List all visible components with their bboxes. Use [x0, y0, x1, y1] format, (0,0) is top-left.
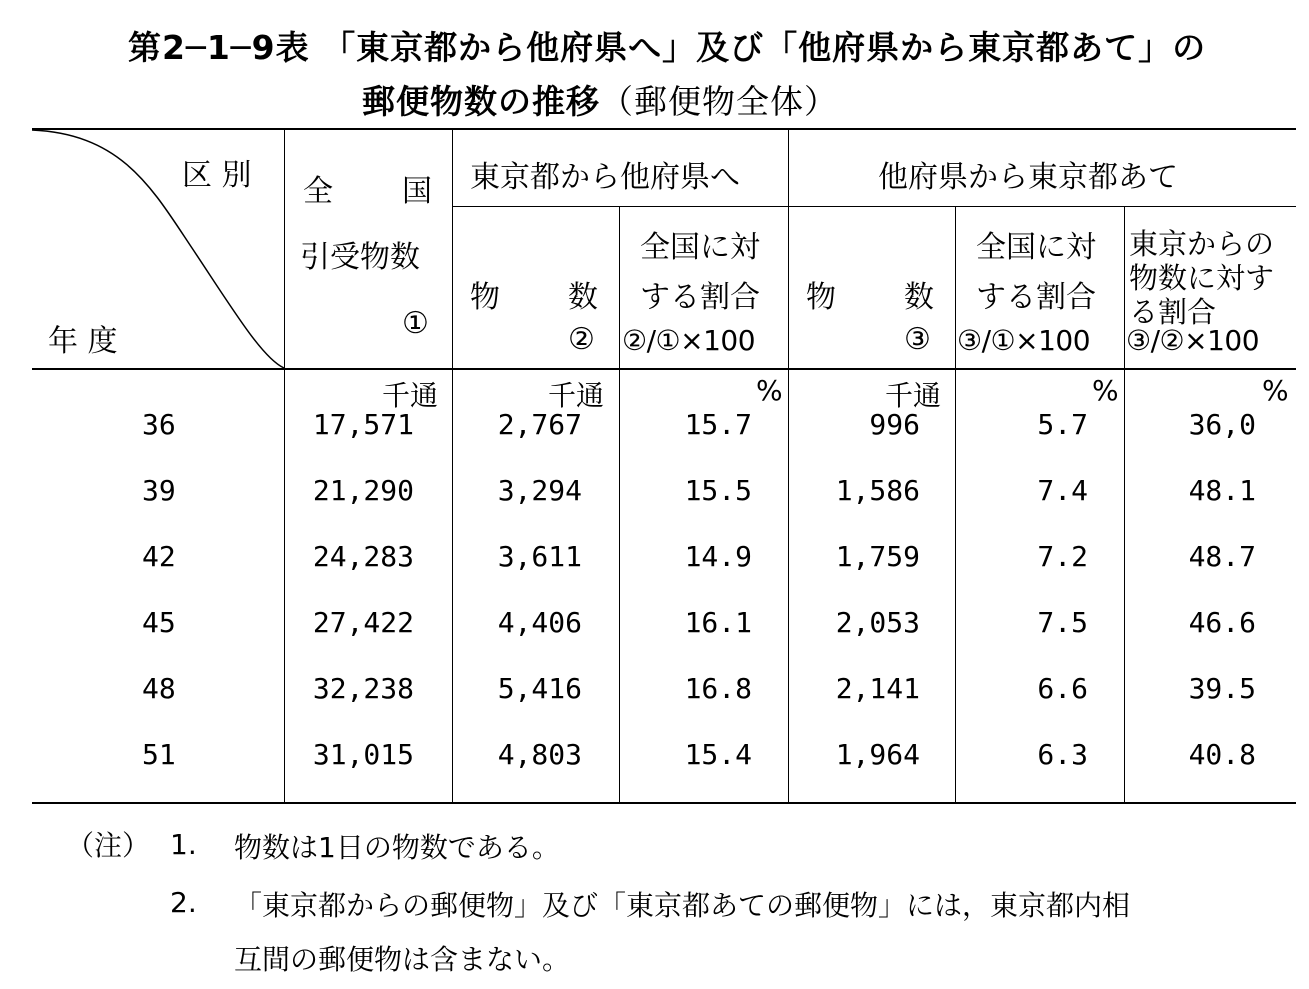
header-kubetsu: 区 別	[182, 158, 252, 193]
unit-g1-count: 千通	[548, 379, 605, 412]
note-2-text-line1: 「東京都からの郵便物」及び「東京都あての郵便物」には，東京都内相	[234, 889, 1131, 922]
col-rule-2	[452, 130, 453, 802]
cell-g2-count: 996	[869, 408, 920, 441]
note-1-number: 1.	[170, 828, 197, 861]
note-2-number: 2.	[170, 886, 197, 919]
cell-g1-count: 2,767	[497, 408, 582, 441]
group-sub-rule	[452, 206, 1296, 207]
col-rule-5	[955, 207, 956, 802]
header-g2-tokyo-4: ③/②×100	[1126, 324, 1260, 357]
cell-zenkoku: 31,015	[312, 738, 414, 771]
cell-g2-ratio: 6.6	[1037, 672, 1088, 705]
cell-zenkoku: 32,238	[312, 672, 414, 705]
cell-year: 48	[142, 672, 176, 705]
table-title-main: 郵便物数の推移	[362, 82, 600, 121]
cell-g2-tokyo: 40.8	[1188, 738, 1256, 771]
cell-g1-ratio: 15.4	[684, 738, 752, 771]
header-g2-tokyo-2: 物数に対す	[1129, 261, 1275, 295]
unit-g2-ratio: %	[1092, 374, 1119, 407]
cell-g1-ratio: 14.9	[684, 540, 752, 573]
header-zenkoku-4: ①	[402, 306, 429, 341]
cell-g2-count: 2,053	[835, 606, 920, 639]
cell-g1-count: 4,803	[497, 738, 582, 771]
cell-g2-ratio: 6.3	[1037, 738, 1088, 771]
cell-g2-ratio: 5.7	[1037, 408, 1088, 441]
unit-g2-count: 千通	[885, 379, 942, 412]
header-g2-count-mark: ③	[904, 322, 931, 357]
cell-year: 51	[142, 738, 176, 771]
note-2-text-line2: 互間の郵便物は含まない。	[234, 943, 571, 976]
unit-g2-tokyo: %	[1262, 374, 1289, 407]
header-nendo: 年 度	[48, 324, 118, 359]
table-title-line2	[362, 76, 838, 123]
cell-g2-count: 1,586	[835, 474, 920, 507]
cell-zenkoku: 17,571	[312, 408, 414, 441]
cell-year: 45	[142, 606, 176, 639]
cell-g2-tokyo: 36,0	[1188, 408, 1256, 441]
header-g1-count-mark: ②	[568, 322, 595, 357]
cell-year: 36	[142, 408, 176, 441]
header-group-to-tokyo: 他府県から東京都あて	[878, 160, 1178, 195]
cell-g2-ratio: 7.4	[1037, 474, 1088, 507]
header-zenkoku-2: 国	[402, 174, 432, 209]
cell-g1-count: 4,406	[497, 606, 582, 639]
header-g1-ratio-1: 全国に対	[640, 230, 760, 265]
cell-g2-count: 1,759	[835, 540, 920, 573]
note-1-text: 物数は1日の物数である。	[234, 831, 560, 864]
header-zenkoku-1: 全	[303, 174, 333, 209]
header-g2-tokyo-1: 東京からの	[1129, 227, 1275, 261]
header-g1-count-a: 物	[470, 280, 500, 315]
cell-g2-tokyo: 48.1	[1188, 474, 1256, 507]
header-g1-ratio-3: ②/①×100	[622, 324, 756, 357]
cell-g2-count: 1,964	[835, 738, 920, 771]
header-g2-ratio-3: ③/①×100	[957, 324, 1091, 357]
table-title-line1: 第2─1─9表 「東京都から他府県へ」及び「他府県から東京都あて」の	[128, 28, 1207, 67]
cell-g2-ratio: 7.5	[1037, 606, 1088, 639]
cell-g1-ratio: 16.8	[684, 672, 752, 705]
cell-g1-count: 3,294	[497, 474, 582, 507]
header-g2-count-b: 数	[904, 280, 934, 315]
cell-g1-count: 3,611	[497, 540, 582, 573]
header-group-from-tokyo: 東京都から他府県へ	[470, 160, 740, 195]
cell-zenkoku: 27,422	[312, 606, 414, 639]
cell-g1-count: 5,416	[497, 672, 582, 705]
cell-g2-tokyo: 46.6	[1188, 606, 1256, 639]
col-rule-6	[1124, 207, 1125, 802]
cell-year: 39	[142, 474, 176, 507]
header-g1-ratio-2: する割合	[640, 280, 760, 315]
unit-zenkoku: 千通	[382, 379, 439, 412]
unit-g1-ratio: %	[756, 374, 783, 407]
cell-g2-count: 2,141	[835, 672, 920, 705]
col-rule-3	[619, 207, 620, 802]
header-g2-ratio-1: 全国に対	[976, 230, 1096, 265]
cell-g2-tokyo: 39.5	[1188, 672, 1256, 705]
table-bottom-rule	[32, 802, 1296, 804]
col-rule-4	[788, 130, 789, 802]
cell-g1-ratio: 15.5	[684, 474, 752, 507]
cell-year: 42	[142, 540, 176, 573]
header-g1-count-b: 数	[568, 280, 598, 315]
header-zenkoku-3: 引受物数	[300, 240, 420, 275]
header-g2-tokyo-3: る割合	[1129, 295, 1217, 329]
header-g2-ratio-2: する割合	[976, 280, 1096, 315]
cell-zenkoku: 21,290	[312, 474, 414, 507]
cell-zenkoku: 24,283	[312, 540, 414, 573]
note-label: （注）	[66, 829, 151, 862]
cell-g2-tokyo: 48.7	[1188, 540, 1256, 573]
cell-g2-ratio: 7.2	[1037, 540, 1088, 573]
cell-g1-ratio: 15.7	[684, 408, 752, 441]
cell-g1-ratio: 16.1	[684, 606, 752, 639]
table-title-paren: （郵便物全体）	[600, 82, 838, 121]
header-g2-count-a: 物	[806, 280, 836, 315]
